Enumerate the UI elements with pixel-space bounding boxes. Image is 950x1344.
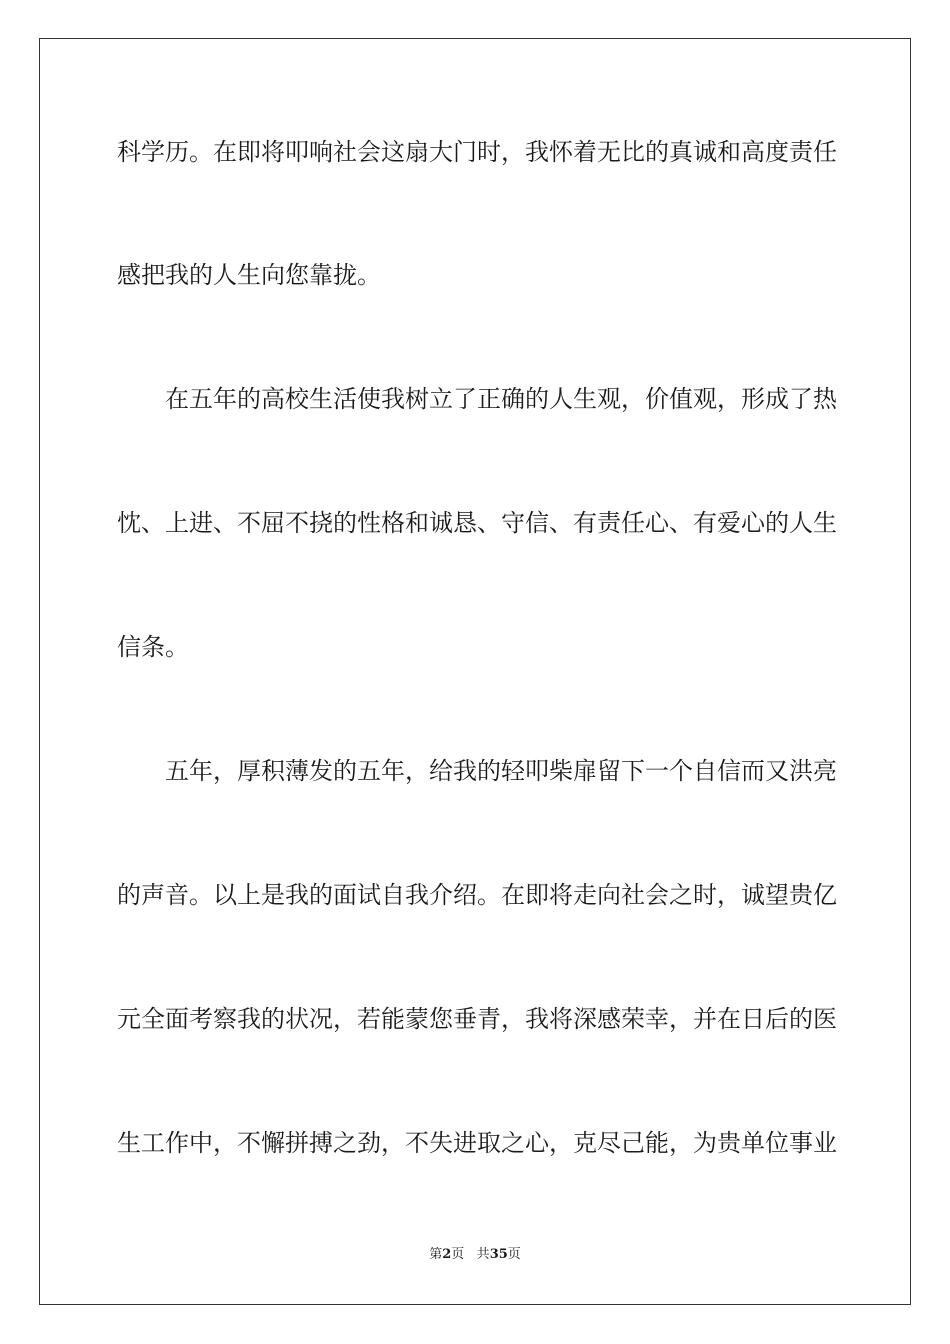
paragraph-line-4: 忱、上进、不屈不挠的性格和诚恳、守信、有责任心、有爱心的人生 [117, 509, 837, 537]
paragraph-line-5: 信条。 [117, 633, 189, 661]
paragraph-line-9: 生工作中，不懈拼搏之劲，不失进取之心，克尽己能，为贵单位事业 [117, 1129, 837, 1157]
paragraph-line-1: 科学历。在即将叩响社会这扇大门时，我怀着无比的真诚和高度责任 [117, 138, 837, 166]
paragraph-line-2: 感把我的人生向您靠拢。 [117, 261, 381, 289]
footer-page-suffix: 页 [451, 1247, 465, 1262]
footer-page-prefix: 第 [429, 1247, 443, 1262]
page-frame [39, 38, 911, 1305]
paragraph-line-6: 五年，厚积薄发的五年，给我的轻叩柴扉留下一个自信而又洪亮 [165, 757, 837, 785]
paragraph-line-7: 的声音。以上是我的面试自我介绍。在即将走向社会之时，诚望贵亿 [117, 881, 837, 909]
footer-total-suffix: 页 [507, 1247, 521, 1262]
footer-total-prefix: 共 [476, 1247, 490, 1262]
footer-total-pages: 35 [489, 1247, 508, 1262]
page-footer [0, 1246, 950, 1264]
footer-page-number: 2 [442, 1247, 452, 1262]
paragraph-line-3: 在五年的高校生活使我树立了正确的人生观，价值观，形成了热 [165, 385, 837, 413]
paragraph-line-8: 元全面考察我的状况，若能蒙您垂青，我将深感荣幸，并在日后的医 [117, 1005, 837, 1033]
